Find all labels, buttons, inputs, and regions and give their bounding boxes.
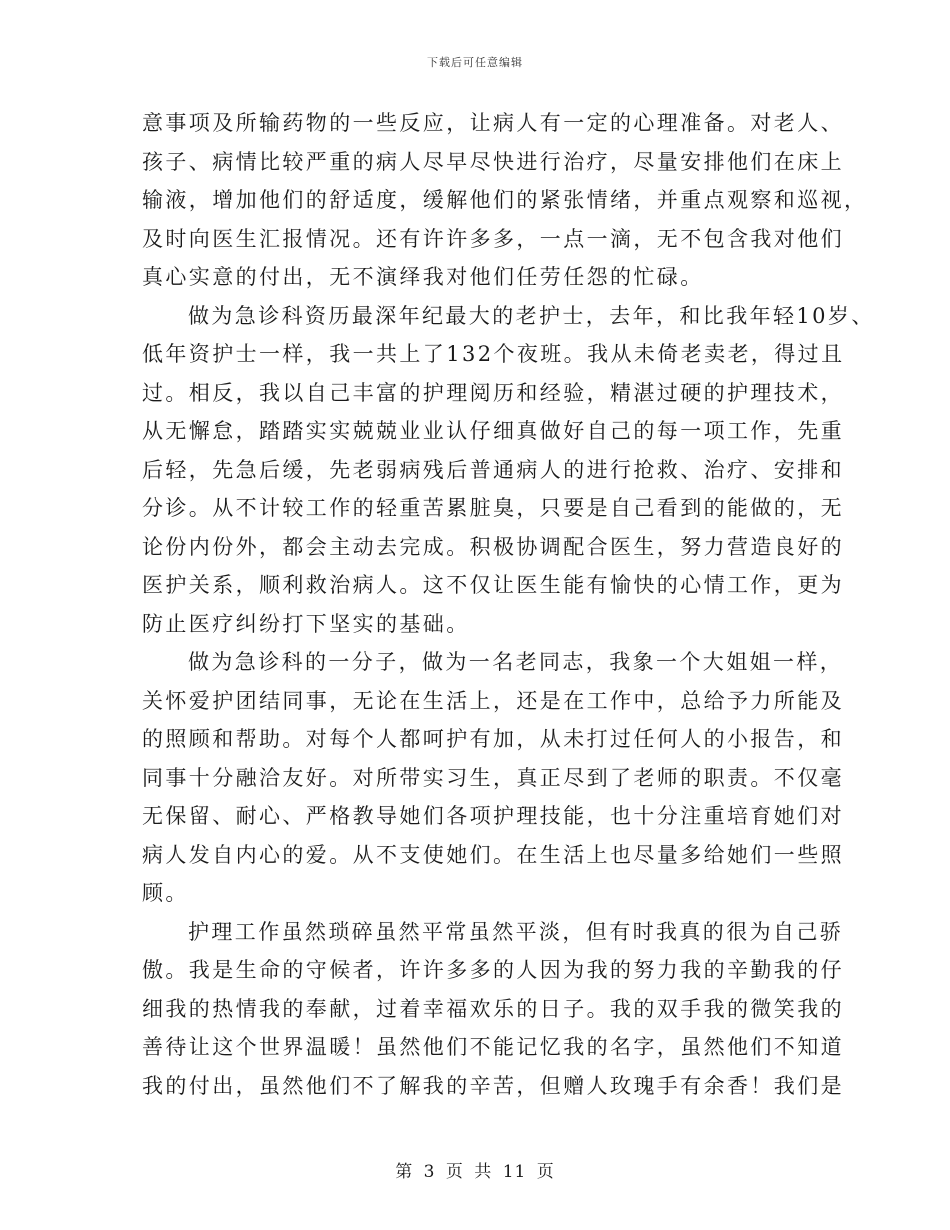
page-header: 下载后可任意编辑 xyxy=(427,56,523,69)
paragraph-start-line: 做为急诊科资历最深年纪最大的老护士，去年，和比我年轻10岁、 xyxy=(188,303,875,328)
text-line: 无保留、耐心、严格教导她们各项护理技能，也十分注重培育她们对 xyxy=(142,804,844,828)
text-line: 病人发自内心的爱。从不支使她们。在生活上也尽量多给她们一些照 xyxy=(142,842,844,867)
document-body xyxy=(142,104,875,1105)
text-line: 防止医疗纠纷打下坚实的基础。 xyxy=(142,611,470,636)
page-number-footer: 第 3 页 共 11 页 xyxy=(395,1162,555,1182)
text-line: 低年资护士一样，我一共上了132个夜班。我从未倚老卖老，得过且 xyxy=(142,342,845,366)
text-line: 医护关系，顺利救治病人。这不仅让医生能有愉快的心情工作，更为 xyxy=(142,573,844,597)
text-line: 顾。 xyxy=(142,881,189,905)
text-line: 后轻，先急后缓，先老弱病残后普通病人的进行抢救、治疗、安排和 xyxy=(142,457,844,482)
text-line: 从无懈怠，踏踏实实兢兢业业认仔细真做好自己的每一项工作，先重 xyxy=(142,419,844,443)
text-line: 分诊。从不计较工作的轻重苦累脏臭，只要是自己看到的能做的，无 xyxy=(142,496,844,520)
text-line: 细我的热情我的奉献，过着幸福欢乐的日子。我的双手我的微笑我的 xyxy=(142,996,844,1021)
text-line: 同事十分融洽友好。对所带实习生，真正尽到了老师的职责。不仅毫 xyxy=(142,765,844,790)
text-line: 真心实意的付出，无不演绎我对他们任劳任怨的忙碌。 xyxy=(142,265,704,289)
text-line: 的照顾和帮助。对每个人都呵护有加，从未打过任何人的小报告，和 xyxy=(142,727,844,751)
text-line: 我的付出，虽然他们不了解我的辛苦，但赠人玫瑰手有余香！我们是 xyxy=(142,1073,844,1098)
text-line: 意事项及所输药物的一些反应，让病人有一定的心理准备。对老人、 xyxy=(142,111,844,135)
text-line: 孩子、病情比较严重的病人尽早尽快进行治疗，尽量安排他们在床上 xyxy=(142,149,844,174)
text-line: 输液，增加他们的舒适度，缓解他们的紧张情绪，并重点观察和巡视， xyxy=(142,188,868,212)
text-line: 论份内份外，都会主动去完成。积极协调配合医生，努力营造良好的 xyxy=(142,534,844,559)
text-line: 傲。我是生命的守候者，许许多多的人因为我的努力我的辛勤我的仔 xyxy=(142,958,844,982)
paragraph-start-line: 护理工作虽然琐碎虽然平常虽然平淡，但有时我真的很为自己骄 xyxy=(188,919,844,944)
paragraph-start-line: 做为急诊科的一分子，做为一名老同志，我象一个大姐姐一样， xyxy=(188,650,844,674)
text-line: 过。相反，我以自己丰富的护理阅历和经验，精湛过硬的护理技术， xyxy=(142,380,844,405)
text-line: 善待让这个世界温暖！虽然他们不能记忆我的名字，虽然他们不知道 xyxy=(142,1035,844,1059)
text-line: 及时向医生汇报情况。还有许许多多，一点一滴，无不包含我对他们 xyxy=(142,226,844,251)
text-line: 关怀爱护团结同事，无论在生活上，还是在工作中，总给予力所能及 xyxy=(142,688,844,713)
